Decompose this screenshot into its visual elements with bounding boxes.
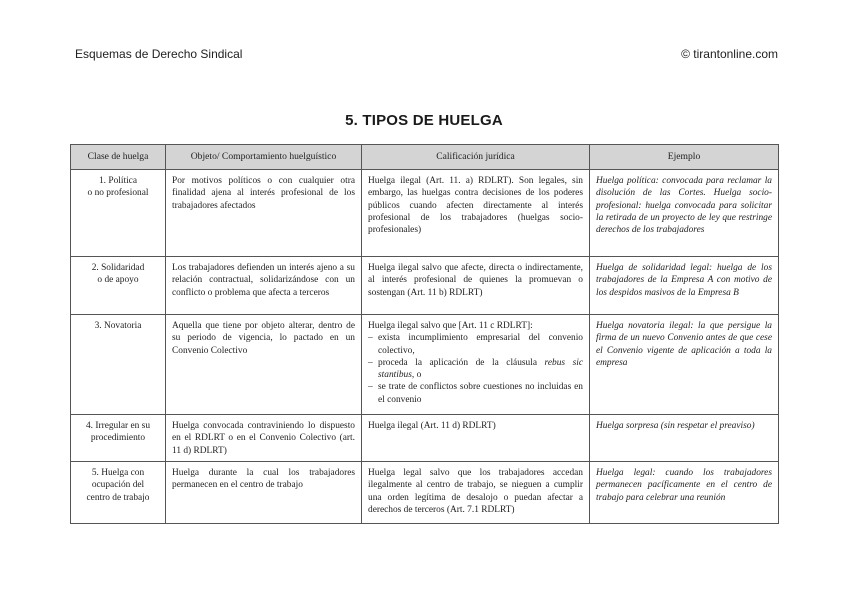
column-header-calificacion: Calificación jurídica [362, 145, 590, 170]
list-item: – exista incumplimiento empresarial del convenio colectivo, [368, 332, 583, 357]
cell-objeto: Huelga durante la cual los trabajadores permanecen en el centro de trabajo [166, 462, 362, 524]
list-item: – se trate de conflictos sobre cuestiones no incluidas en el convenio [368, 381, 583, 406]
table-header-row [71, 145, 779, 170]
table-row [71, 315, 779, 415]
running-header-title: Esquemas de Derecho Sindical [75, 47, 243, 61]
cell-calificacion: Huelga ilegal salvo que afecte, directa o indirectamente, al interés profesional de quienes la promuevan o sostengan (Art. 11 b) RDLRT) [362, 257, 590, 315]
cell-ejemplo: Huelga sorpresa (sin respetar el preaviso) [590, 415, 779, 462]
list-item-tail: , o [411, 370, 422, 381]
clase-line: ocupación del [91, 480, 145, 491]
page-title: 5. TIPOS DE HUELGA [345, 112, 503, 129]
running-header-publisher: © tirantonline.com [681, 47, 778, 61]
clase-line: o no profesional [87, 188, 149, 199]
cell-calificacion: Huelga legal salvo que los trabajadores accedan ilegalmente al centro de trabajo, se nieguen a cumplir una orden legítima de desalojo o puedan afectar a derechos de terceros (Art. 7.1 RDLRT) [362, 462, 590, 524]
table-row [71, 170, 779, 257]
cell-objeto: Los trabajadores defienden un interés ajeno a su relación contractual, solidarizándose con un conflicto o problema que afecta a terceros [166, 257, 362, 315]
strike-types-table [70, 144, 779, 524]
cell-ejemplo: Huelga de solidaridad legal: huelga de los trabajadores de la Empresa A con motivo de los despidos masivos de la Empresa B [590, 257, 779, 315]
column-header-clase: Clase de huelga [71, 145, 166, 170]
cell-clase [71, 315, 166, 415]
clase-line: procedimiento [90, 433, 146, 444]
clase-line: centro de trabajo [86, 492, 150, 503]
cell-clase [71, 170, 166, 257]
clase-line: 4. Irregular en su [85, 421, 151, 431]
clase-line: 3. Novatoria [94, 321, 142, 331]
cell-calificacion: Huelga ilegal (Art. 11 d) RDLRT) [362, 415, 590, 462]
table-row [71, 415, 779, 462]
cell-clase [71, 415, 166, 462]
cell-ejemplo: Huelga política: convocada para reclamar la disolución de las Cortes. Huelga socio-profesional: huelga convocada para solicitar la retirada de un proyecto de ley que restringe derechos de los trabajadores [590, 170, 779, 257]
calificacion-intro: Huelga ilegal salvo que [Art. 11 c RDLRT]: [368, 321, 533, 331]
clase-line: 2. Solidaridad [91, 263, 145, 273]
clase-line: 5. Huelga con [91, 468, 145, 478]
cell-objeto: Aquella que tiene por objeto alterar, dentro de su periodo de vigencia, lo pactado en un Convenio Colectivo [166, 315, 362, 415]
cell-objeto: Huelga convocada contraviniendo lo dispuesto en el RDLRT o en el Convenio Colectivo (art. 11 d) RDLRT) [166, 415, 362, 462]
conditions-list [368, 332, 583, 406]
cell-clase [71, 462, 166, 524]
clase-line: 1. Política [98, 176, 138, 186]
cell-objeto: Por motivos políticos o con cualquier otra finalidad ajena al interés profesional de los trabajadores afectados [166, 170, 362, 257]
table-row [71, 257, 779, 315]
cell-ejemplo: Huelga legal: cuando los trabajadores permanecen pacíficamente en el centro de trabajo para celebrar una reunión [590, 462, 779, 524]
column-header-ejemplo: Ejemplo [590, 145, 779, 170]
cell-ejemplo: Huelga novatoria ilegal: la que persigue la firma de un nuevo Convenio antes de que cese el Convenio vigente de aplicación a toda la empresa [590, 315, 779, 415]
cell-calificacion: Huelga ilegal (Art. 11. a) RDLRT). Son legales, sin embargo, las huelgas contra decisiones de los poderes públicos cuando afecten directamente al interés profesional de los trabajadores (huelgas socio-profesionales) [362, 170, 590, 257]
rebus-term: rebus sic stantibus [378, 357, 583, 381]
list-item-text: proceda la aplicación de la cláusula [378, 357, 537, 368]
table-row [71, 462, 779, 524]
column-header-objeto: Objeto/ Comportamiento huelguístico [166, 145, 362, 170]
cell-calificacion [362, 315, 590, 415]
list-item [368, 357, 583, 382]
clase-line: o de apoyo [97, 275, 139, 286]
cell-clase [71, 257, 166, 315]
